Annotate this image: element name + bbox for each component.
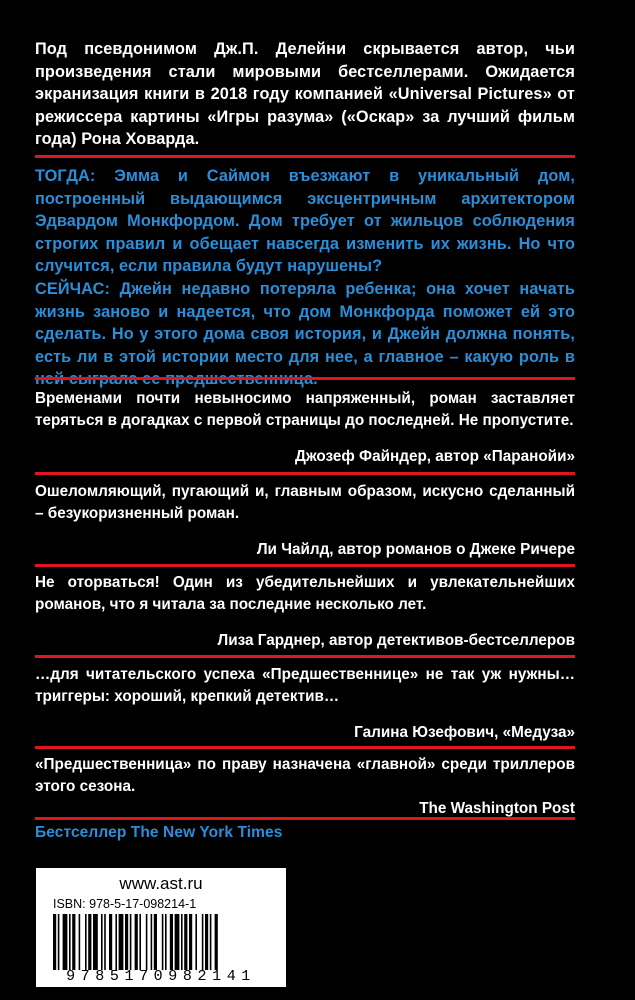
now-text: Джейн недавно потеряла ребенка; она хочет начать жизнь заново и надеется, что дом Монкфорда поможет ей это сделать. Но у этого дома своя история, и Джейн должна понять, есть ли в этой истории место для нее, а главное – какую роль в [35, 279, 575, 366]
review-author: Ли Чайлд, автор романов о Джеке Ричере [256, 541, 575, 558]
then-text: Эмма и Саймон въезжают в уникальный дом, построенный выдающимся эксцентричным архитектором Эдвардом Монкфордом. Дом требует от жильцов соблюдения строгих правил и обещает навсегда изменить их жизнь. Но что случится, если правила будут нарушены? [35, 167, 575, 276]
review-quote: …для читательского успеха «Предшественнице» не так уж нужны… триггеры: хороший, крепкий детектив… [35, 666, 575, 705]
review-author: Галина Юзефович, «Медуза» [354, 724, 575, 741]
barcode-digits: 9785170982141 [66, 968, 256, 985]
review-3 [35, 572, 575, 652]
barcode-panel [36, 868, 286, 987]
review-author: Лиза Гарднер, автор детективов-бестселлеров [217, 632, 575, 649]
then-label: ТОГДА: [35, 167, 96, 185]
divider [35, 746, 575, 749]
divider [35, 817, 575, 820]
review-2 [35, 481, 575, 561]
review-author: The Washington Post [419, 800, 575, 817]
barcode-icon [53, 914, 269, 970]
review-author: Джозеф Файндер, автор «Паранойи» [294, 448, 575, 465]
now-label: СЕЙЧАС: [35, 279, 110, 298]
review-5 [35, 754, 575, 820]
review-quote: Ошеломляющий, пугающий и, главным образом, искусно сделанный – безукоризненный роман. [35, 483, 575, 522]
review-quote: Временами почти невыносимо напряженный, роман заставляет теряться в догадках с первой страницы до последней. Не пропустите. [35, 390, 575, 429]
intro-text: Под псевдонимом Дж.П. Делейни скрывается автор, чьи произведения стали мировыми бестселлерами. Ожидается экранизация книги в 2018 году компанией «Universal Pictures» от режиссера картины «Игры разума» («Оскар» за лучший фильм года) Рона Ховарда. [35, 40, 575, 149]
review-1 [35, 388, 575, 468]
divider [35, 564, 575, 567]
review-4 [35, 664, 575, 744]
review-quote: Не оторваться! Один из убедительнейших и увлекательнейших романов, что я читала за последние несколько лет. [35, 574, 575, 613]
review-quote: «Предшественница» по праву назначена «главной» среди триллеров этого сезона. [35, 756, 575, 795]
intro-paragraph [35, 38, 575, 151]
divider [35, 655, 575, 658]
divider [35, 155, 575, 158]
bestseller-text: Бестселлер The New York Times [35, 824, 283, 841]
isbn-number: ISBN: 978-5-17-098214-1 [53, 897, 197, 911]
synopsis-then [35, 165, 575, 278]
synopsis-now [35, 278, 575, 391]
bestseller-note [35, 822, 575, 845]
divider [35, 472, 575, 475]
synopsis [35, 165, 575, 391]
website-url: www.ast.ru [119, 874, 203, 893]
divider [35, 377, 575, 380]
